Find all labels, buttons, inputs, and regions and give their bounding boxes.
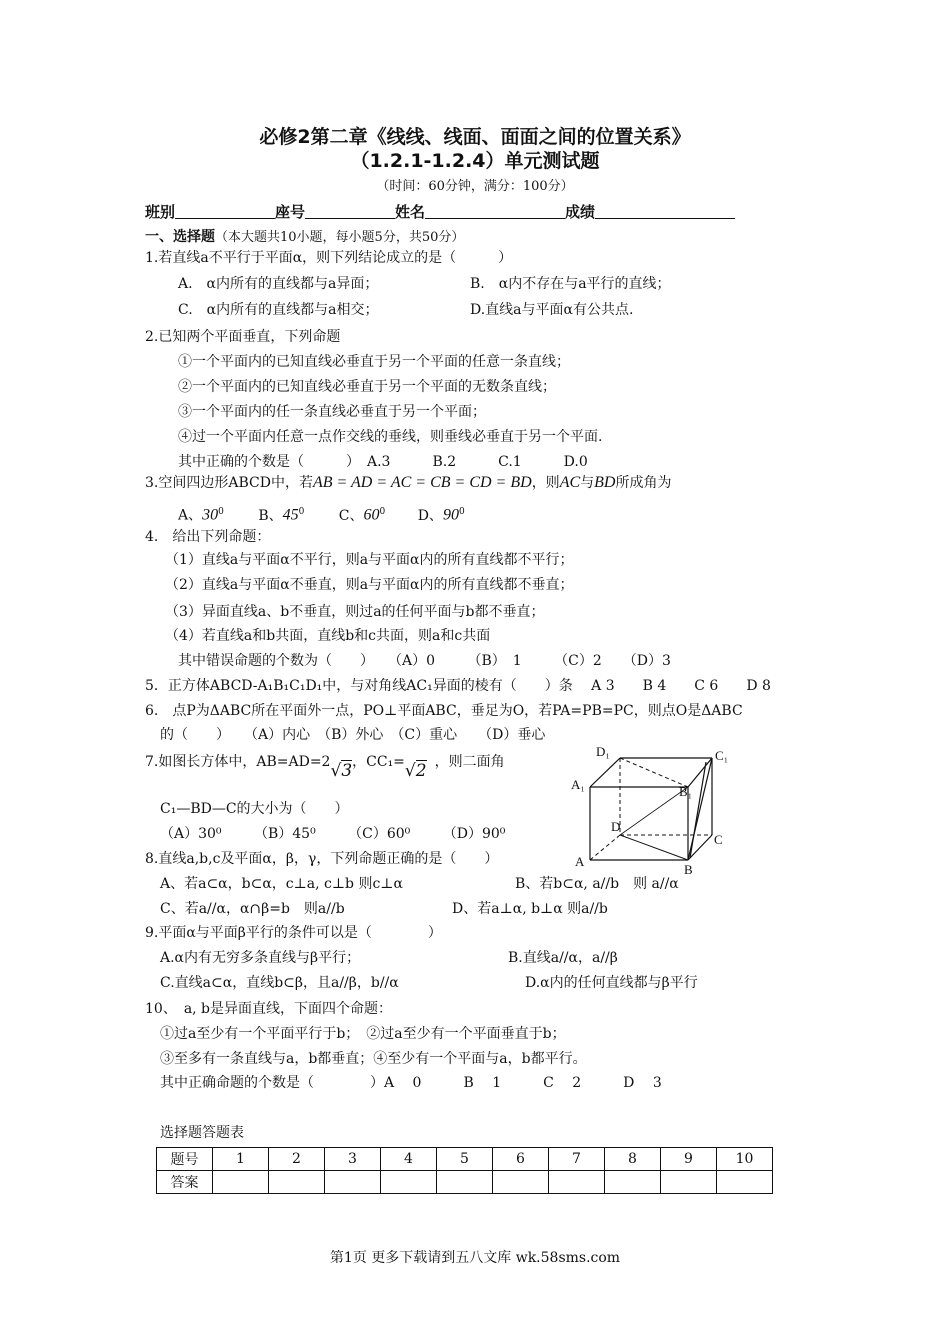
q6-options: 的（ ） （A）内心 （B）外心 （C）重心 （D）垂心 — [160, 727, 546, 743]
question-number: 5 — [437, 1148, 493, 1171]
class-label: 班别 — [145, 203, 176, 221]
q9-option-d: D.α内的任何直线都与β平行 — [525, 975, 698, 991]
number-row-label: 题号 — [157, 1148, 213, 1171]
q3-stem-then: ，则 — [531, 475, 560, 491]
q8-option-c: C、若a//α，α∩β=b 则a//b — [160, 901, 345, 917]
q10-stem: 10、 a, b是异面直线，下面四个命题： — [145, 1001, 393, 1017]
answer-cell[interactable] — [493, 1171, 549, 1194]
name-field[interactable] — [425, 204, 565, 219]
q7-options: （A）30⁰ （B）45⁰ （C）60⁰ （D）90⁰ — [160, 826, 506, 842]
q4-statement-3: （3）异面直线a、b不垂直，则过a的任何平面与b都不垂直； — [165, 604, 545, 620]
question-number: 4 — [381, 1148, 437, 1171]
q3-a-value: 30 — [202, 506, 219, 524]
q3-line-ac: AC — [559, 474, 581, 491]
score-label: 成绩 — [565, 203, 596, 221]
q1-option-d: D.直线a与平面α有公共点. — [470, 302, 634, 318]
student-info-row — [145, 203, 735, 221]
sqrt-symbol: √2 — [404, 761, 427, 781]
label-a: A — [575, 854, 585, 869]
question-number: 10 — [717, 1148, 773, 1171]
segment-db1 — [620, 787, 688, 835]
answer-cell[interactable] — [549, 1171, 605, 1194]
sqrt-symbol: √3 — [330, 761, 353, 781]
q3-d-label: D、 — [417, 507, 443, 524]
cuboid-figure — [560, 740, 740, 875]
q3-a-label: A、 — [178, 507, 203, 524]
q10-statements-1: ①过a至少有一个平面平行于b； ②过a至少有一个平面垂直于b； — [160, 1026, 566, 1042]
seat-field[interactable] — [305, 204, 395, 219]
segment-bd — [620, 835, 688, 860]
answer-cell[interactable] — [437, 1171, 493, 1194]
section-heading — [145, 228, 464, 247]
question-number: 7 — [549, 1148, 605, 1171]
name-label: 姓名 — [395, 203, 426, 221]
label-d1: D₁ — [596, 744, 610, 759]
class-field[interactable] — [175, 204, 275, 219]
question-number: 6 — [493, 1148, 549, 1171]
q3-d-value: 90 — [442, 506, 459, 524]
page-title-range: （1.2.1-1.2.4）单元测试题 — [350, 150, 600, 172]
section-note: （本大题共10小题，每小题5分，共50分） — [215, 230, 465, 245]
q3-b-label: B、 — [258, 507, 283, 524]
degree-sign: 0 — [298, 507, 305, 517]
q1-stem: 1.若直线a不平行于平面α，则下列结论成立的是（ ） — [145, 250, 513, 266]
question-number: 8 — [605, 1148, 661, 1171]
q4-statement-1: （1）直线a与平面α不平行，则a与平面α内的所有直线都不平行； — [165, 552, 574, 568]
question-number: 2 — [269, 1148, 325, 1171]
label-d: D — [611, 819, 621, 834]
q3-stem-text: 3.空间四边形ABCD中，若 — [145, 475, 313, 491]
q4-stem: 4. 给出下列命题： — [145, 529, 271, 545]
q3-b-value: 45 — [282, 506, 299, 524]
edge-a1d1 — [590, 758, 620, 787]
q2-answer-options: 其中正确的个数是（ ） A.3 B.2 C.1 D.0 — [178, 454, 588, 470]
section-title: 一、选择题 — [145, 229, 215, 245]
q7-dihedral: C₁—BD—C的大小为（ ） — [160, 801, 349, 817]
q2-stem: 2.已知两个平面垂直，下列命题 — [145, 329, 341, 345]
q2-statement-2: ②一个平面内的已知直线必垂直于另一个平面的无数条直线； — [178, 379, 556, 395]
answer-cell[interactable] — [381, 1171, 437, 1194]
question-number: 1 — [213, 1148, 269, 1171]
q8-option-a: A、若a⊂α，b⊂α，c⊥a, c⊥b 则c⊥α — [160, 876, 403, 892]
score-field[interactable] — [595, 204, 735, 219]
answer-row-label: 答案 — [157, 1171, 213, 1194]
label-c1: C₁ — [715, 748, 729, 763]
q3-line-bd: BD — [594, 474, 616, 491]
answer-cell[interactable] — [325, 1171, 381, 1194]
q7-cc1: ，CC₁= — [352, 754, 405, 770]
q4-answer-options: 其中错误命题的个数为（ ） （A）0 （B） 1 （C）2 （D）3 — [178, 653, 671, 669]
answer-table-caption: 选择题答题表 — [160, 1125, 244, 1141]
answer-cell[interactable] — [605, 1171, 661, 1194]
q8-option-b: B、若b⊂α, a//b 则 a//α — [515, 876, 679, 892]
q3-stem — [145, 474, 671, 492]
q3-formula: AB = AD = AC = CB = CD = BD — [312, 474, 532, 491]
q3-c-label: C、 — [338, 507, 364, 524]
exam-time-note: （时间：60分钟，满分：100分） — [376, 179, 574, 194]
answer-table — [156, 1147, 773, 1194]
q3-options — [178, 503, 465, 525]
label-c: C — [714, 832, 723, 847]
q1-option-b: B. α内不存在与a平行的直线； — [470, 276, 671, 292]
q3-c-value: 60 — [363, 506, 380, 524]
q8-option-d: D、若a⊥α, b⊥α 则a//b — [452, 901, 608, 917]
q1-option-c: C. α内所有的直线都与a相交； — [178, 302, 379, 318]
answer-cell[interactable] — [717, 1171, 773, 1194]
q7-sqrt3-value: 3 — [341, 761, 353, 781]
question-number: 3 — [325, 1148, 381, 1171]
seat-label: 座号 — [275, 203, 306, 221]
q2-statement-4: ④过一个平面内任意一点作交线的垂线，则垂线必垂直于另一个平面. — [178, 429, 603, 445]
q6-question: 6. 点P为ΔABC所在平面外一点，PO⊥平面ABC，垂足为O，若PA=PB=PC，则点O是ΔABC — [145, 703, 743, 719]
q7-stem-end: ，则二面角 — [434, 754, 505, 770]
q5-question: 5．正方体ABCD-A₁B₁C₁D₁中，与对角线AC₁异面的棱有（ ）条 A 3 B 4 C 6 D 8 — [145, 678, 771, 694]
hidden-edge-da — [590, 835, 620, 860]
q3-with: 与 — [580, 475, 595, 491]
q4-statement-2: （2）直线a与平面α不垂直，则a与平面α内的所有直线都不垂直； — [165, 577, 574, 593]
q1-option-a: A. α内所有的直线都与a异面； — [178, 276, 379, 292]
page-title: 必修2第二章《线线、线面、面面之间的位置关系》 — [259, 126, 691, 148]
q9-stem: 9.平面α与平面β平行的条件可以是（ ） — [145, 925, 442, 941]
q9-option-a: A.α内有无穷多条直线与β平行； — [160, 950, 361, 966]
degree-sign: 0 — [218, 507, 224, 517]
hidden-diag — [620, 758, 688, 787]
q9-option-c: C.直线a⊂α，直线b⊂β，且a//β，b//α — [160, 975, 399, 991]
page-footer: 第1页 更多下载请到五八文库 wk.58sms.com — [329, 1250, 621, 1266]
label-a1: A₁ — [571, 777, 585, 792]
q3-stem-end: 所成角为 — [615, 475, 672, 491]
q9-option-b: B.直线a//α，a//β — [508, 950, 618, 966]
q7-sqrt2-value: 2 — [415, 761, 427, 781]
q8-stem: 8.直线a,b,c及平面α，β，γ，下列命题正确的是（ ） — [145, 851, 499, 867]
q2-statement-3: ③一个平面内的任一条直线必垂直于另一个平面； — [178, 404, 486, 420]
q4-statement-4: （4）若直线a和b共面，直线b和c共面，则a和c共面 — [165, 628, 491, 644]
q7-stem — [145, 752, 505, 781]
q7-stem-text: 7.如图长方体中，AB=AD=2 — [145, 754, 331, 770]
answer-cell[interactable] — [213, 1171, 269, 1194]
answer-table-answer-row — [157, 1171, 773, 1194]
answer-table-number-row — [157, 1148, 773, 1171]
label-b: B — [684, 862, 693, 875]
q10-statements-2: ③至多有一条直线与a，b都垂直；④至少有一个平面与a，b都平行。 — [160, 1051, 587, 1067]
q2-statement-1: ①一个平面内的已知直线必垂直于另一个平面的任意一条直线； — [178, 354, 570, 370]
q10-answer-options: 其中正确命题的个数是（ ）A 0 B 1 C 2 D 3 — [160, 1075, 662, 1091]
answer-cell[interactable] — [269, 1171, 325, 1194]
answer-cell[interactable] — [661, 1171, 717, 1194]
degree-sign: 0 — [458, 507, 465, 517]
label-b1: B₁ — [679, 784, 693, 799]
question-number: 9 — [661, 1148, 717, 1171]
degree-sign: 0 — [379, 507, 386, 517]
